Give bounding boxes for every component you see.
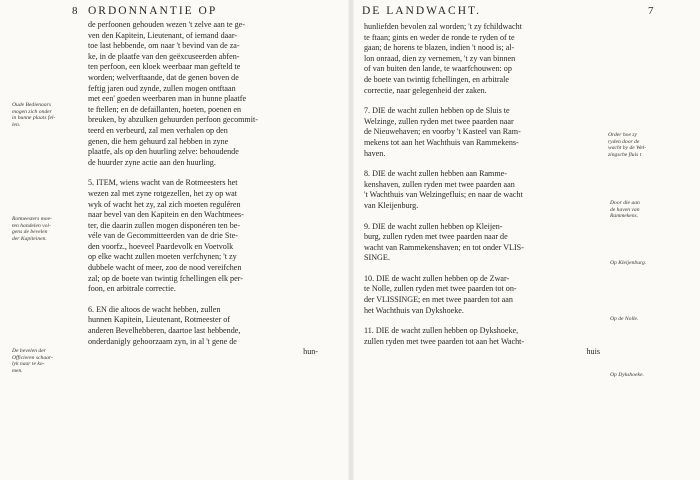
margin-note-old-servants bbox=[12, 102, 55, 128]
text-line: véle van de Gecommitteerden van de drie Ste- bbox=[88, 231, 238, 241]
note-line: ryden door de bbox=[608, 138, 640, 145]
note-line: der Kapiteinen. bbox=[12, 235, 47, 242]
note-line: Order hoe zy bbox=[608, 132, 637, 138]
text-line: haven. bbox=[364, 148, 386, 158]
text-line: SINGE. bbox=[364, 253, 390, 263]
text-line: ven den Kapitein, Lieutenant, of iemand daar- bbox=[88, 30, 238, 40]
left-page-text bbox=[88, 20, 318, 368]
note-line: Rotmeesters moe- bbox=[12, 216, 52, 222]
note-line: len. bbox=[12, 121, 21, 128]
paragraph-4-continued bbox=[88, 20, 318, 168]
text-line: de Nieuwehaven; en voorby 't Kasteel van Ram- bbox=[364, 127, 521, 137]
left-running-head: ORDONNANTIE OP bbox=[88, 5, 218, 17]
note-line: in bunne plaats fel- bbox=[12, 115, 56, 121]
paragraph-6 bbox=[88, 305, 318, 358]
text-line: mekens tot aan het Wachthuis van Rammekens- bbox=[364, 137, 519, 147]
text-line: te ftellen; en de defaillanten, hoeten, poenen en bbox=[88, 104, 242, 114]
margin-note-nolle bbox=[610, 316, 638, 323]
text-line: plaatfe, als op den huurling zelve: behoudende bbox=[88, 147, 239, 157]
text-line: den voorfz., hoeveel Paardevolk en Voetvolk bbox=[88, 241, 234, 251]
text-line: 5. ITEM, wiens wacht van de Rotmeesters het bbox=[88, 178, 238, 188]
note-line: De bevelen der bbox=[12, 348, 46, 354]
book-gutter bbox=[348, 0, 354, 480]
note-line: lyk naar te ko- bbox=[12, 361, 45, 367]
paragraph-6-continued bbox=[364, 22, 600, 96]
text-line: 't Wachthuis van Welzingefluis; en naar de wacht bbox=[364, 190, 523, 200]
note-line: Door die aan bbox=[610, 200, 640, 206]
note-line: Rammekens. bbox=[610, 213, 639, 219]
note-line: mogen zich onder bbox=[12, 108, 52, 115]
text-line: 7. DIE de wacht zullen hebben op de Sluis te bbox=[364, 106, 510, 116]
text-line: lon onraad, dien zy vernemen, 't zy van binnen bbox=[364, 53, 516, 63]
text-line: of van buiten den lande, te waarfchouwen: op bbox=[364, 64, 512, 74]
text-line: wacht van Rammekenshaven; en tot onder VLIS- bbox=[364, 242, 524, 252]
text-line: correctie, naar gelegenheid der zaken. bbox=[364, 85, 487, 95]
text-line: 6. EN die altoos de wacht hebben, zullen bbox=[88, 304, 221, 314]
text-line: genen, die hem gehuurd zal hebben in zyne bbox=[88, 136, 229, 146]
note-line: Oude Bedienaars bbox=[12, 102, 51, 108]
paragraph-8 bbox=[364, 169, 600, 211]
text-line: te Nolle, zullen ryden met twee paarden tot on- bbox=[364, 284, 517, 294]
margin-note-dykshoeke bbox=[610, 372, 644, 379]
text-line: hunliefden bevolen zal worden; 't zy fchildwacht bbox=[364, 22, 522, 31]
text-line: wyk of wacht het zy, zal zich moeten reguléren bbox=[88, 199, 241, 209]
text-line: van Kleijenburg. bbox=[364, 200, 419, 210]
text-line: de huurder zyne actie aan den huurling. bbox=[88, 157, 216, 167]
right-page-text bbox=[364, 22, 600, 368]
text-line: foon, en arbitrale correctie. bbox=[88, 284, 176, 294]
text-line: onderdanigly gehoorzaam zyn, in al 't gene de bbox=[88, 336, 237, 346]
note-line: zingsche fluis t bbox=[608, 151, 642, 158]
text-line: naar bevel van den Kapitein en den Wachtmees- bbox=[88, 210, 244, 220]
text-line: 10. DIE de wacht zullen hebben op de Zwar- bbox=[364, 273, 510, 283]
catchword: huis bbox=[586, 347, 600, 357]
text-line: burg, zullen ryden met twee paarden naar de bbox=[364, 232, 508, 242]
text-line: gaan; de horens te blazen, indien 't nood is; al- bbox=[364, 43, 515, 53]
margin-note-order-riding bbox=[608, 132, 646, 158]
text-line: de boete van twintig fchellingen, en arbitrale bbox=[364, 74, 509, 84]
text-line: 11. DIE de wacht zullen hebben op Dykshoeke, bbox=[364, 326, 519, 336]
text-line: breuken, by abzulken gehuurden perfoon gecommit- bbox=[88, 115, 258, 125]
text-line: ke, in de plaatfe van den geëxcuseerden abfen- bbox=[88, 51, 240, 61]
note-line: Op Dykshoeke. bbox=[610, 372, 644, 378]
text-line: toe last hebbende, om naar 't bevind van de za- bbox=[88, 41, 240, 51]
left-page-number: 8 bbox=[72, 5, 78, 17]
note-line: Officieren schaar- bbox=[12, 354, 53, 361]
text-line: ter, die daarin zullen mogen disponéren ten be- bbox=[88, 220, 241, 230]
text-line: dubbele wacht of meer, zoo de nood vereifchen bbox=[88, 263, 242, 273]
note-line: men. bbox=[12, 367, 23, 374]
text-line: zal; op de boete van twintig fchellingen elk per- bbox=[88, 273, 243, 283]
margin-note-rotmeesters bbox=[12, 216, 52, 242]
note-line: Op de Nolle. bbox=[610, 316, 639, 322]
paragraph-10 bbox=[364, 274, 600, 316]
paragraph-9 bbox=[364, 222, 600, 264]
text-line: worden; welverftaande, dat de genen boven de bbox=[88, 72, 239, 82]
text-line: 9. DIE de wacht zullen hebben op Kleijen- bbox=[364, 221, 503, 231]
paragraph-11 bbox=[364, 326, 600, 358]
note-line: ten handelen vol- bbox=[12, 222, 51, 229]
text-line: te ftaan; gints en weder de ronde te ryden of te bbox=[364, 32, 515, 42]
text-line: het Wachthuis van Dykshoeke. bbox=[364, 305, 464, 315]
note-line: de haven van bbox=[610, 206, 640, 213]
text-line: wezen zal met zyne rotgezellen, het zy op wat bbox=[88, 188, 237, 198]
paragraph-7 bbox=[364, 106, 600, 159]
right-running-head: DE LANDWACHT. bbox=[362, 5, 482, 17]
text-line: anderen Bevelhebberen, daartoe last hebbende, bbox=[88, 326, 241, 336]
note-line: Op Kleijenburg. bbox=[610, 260, 647, 266]
text-line: ten perfoon, een kloek weerbaar man gefteld te bbox=[88, 62, 241, 72]
text-line: zullen ryden met twee paarden tot aan het Wacht- bbox=[364, 336, 525, 346]
margin-note-rammekens bbox=[610, 200, 640, 220]
text-line: hunnen Kapitein, Lieutenant, Rotmeester of bbox=[88, 315, 231, 325]
text-line: Welzinge, zullen ryden met twee paarden naar bbox=[364, 116, 514, 126]
text-line: teerd en verbeurd, zal men verhalen op den bbox=[88, 125, 228, 135]
paragraph-5 bbox=[88, 178, 318, 295]
text-line: der VLISSINGE; en met twee paarden tot aan bbox=[364, 295, 513, 305]
text-line: met een' goeden weerbaren man in hunne plaatfe bbox=[88, 94, 247, 104]
margin-note-kleijenburg bbox=[610, 260, 646, 267]
right-page-number: 7 bbox=[648, 5, 654, 17]
margin-note-officers bbox=[12, 348, 53, 374]
text-line: kenshaven, zullen ryden met twee paarden aan bbox=[364, 179, 515, 189]
text-line: 8. DIE de wacht zullen hebben aan Ramme- bbox=[364, 169, 507, 179]
note-line: gens de bevelen bbox=[12, 229, 48, 235]
catchword: hun- bbox=[303, 347, 318, 357]
text-line: op elke wacht zullen moeten verfchynen; 't zy bbox=[88, 252, 237, 262]
note-line: wacht by de Wel- bbox=[608, 145, 647, 151]
text-line: de perfoonen gehouden wezen 't zelve aan te ge- bbox=[88, 20, 245, 29]
text-line: feftig jaren oud zynde, zullen mogen ontftaan bbox=[88, 83, 236, 93]
